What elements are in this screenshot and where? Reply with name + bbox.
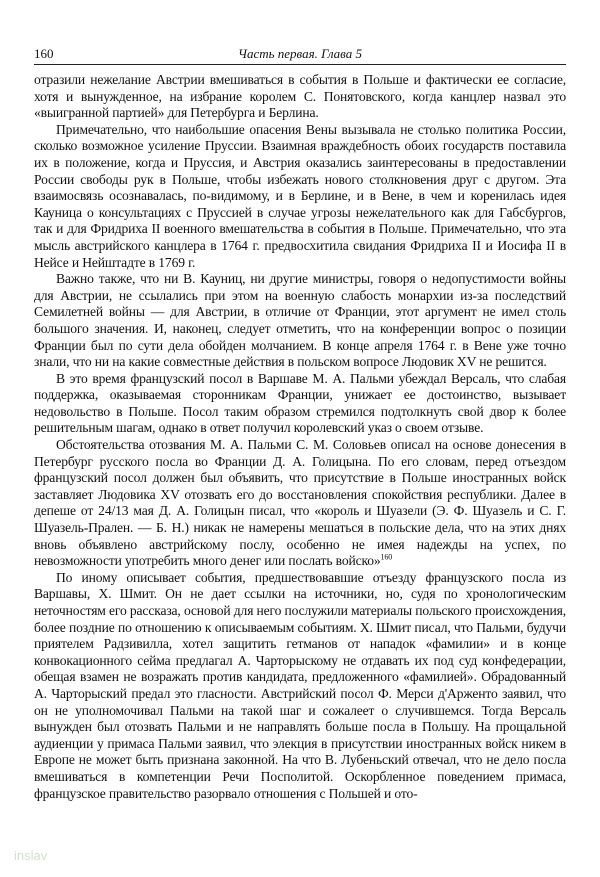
paragraph: В это время французский посол в Варшаве М. А. Пальми убеждал Версаль, что слабая поддержка, оказываемая сторонникам Франции, унижает ее достоинство, вызывает недовольство в Польше. Посол таким образом стремился подтолкнуть свой двор к более решительным шагам, однако в ответ получил королевский указ о своем отзыве. [34,370,566,436]
page-header [34,46,566,64]
body-text [34,72,566,802]
paragraph: Важно также, что ни В. Кауниц, ни другие министры, говоря о недопустимости войны для Австрии, не ссылались при этом на военную слабость монархии из-за последствий Семилетней войны — для Австрии, в отличие от Франции, этот аргумент не имел столь большого значения. И, наконец, следует отметить, что на конференции вопрос о позиции Франции был по сути дела обойден молчанием. В конце апреля 1764 г. в Вене уже точно знали, что ни на какие совместные действия в польском вопросе Людовик XV не решится. [34,271,566,370]
paragraph-with-footnote [34,437,566,570]
watermark: inslav [14,848,48,863]
paragraph-text: Обстоятельства отозвания М. А. Пальми С. М. Соловьев описал на основе донесения в Петербург русского посла во Франции Д. А. Голицына. По его словам, перед отъездом французский посол должен был объявить, что присутствие в Польше иностранных войск заставляет Людовика XV отозвать его до восстановления спокойствия республики. Далее в депеше от 24/13 мая Д. А. Голицын писал, что «король и Шуазели (Э. Ф. Шуазель и С. Г. Шуазель-Прален. — Б. Н.) никак не намерены мешаться в польские дела, что на этих днях вновь объявлено австрийскому послу, особенно не имея надежды на успех, по невозможности употребить много денег или послать войско» [34,437,566,569]
page-number: 160 [34,46,54,61]
header-rule [34,64,566,65]
footnote-ref[interactable]: 160 [380,552,393,562]
paragraph: Примечательно, что наибольшие опасения Вены вызывала не столько политика России, сколько возможное усиление Пруссии. Взаимная враждебность обоих государств поставила их в положение, когда и Пруссия, и Австрия оказались заинтересованы в предоставлении России свободы рук в Польше, чтобы избежать нового столкновения друг с другом. Эта взаимосвязь осознавалась, по-видимому, и в Берлине, и в Вене, в чем и коренилась идея Кауница о консультациях с Пруссией в случае угрозы нежелательного как для Габсбургов, так и для Фридриха II военного вмешательства в события в Польше. Примечательно, что эта мысль австрийского канцлера в 1764 г. предвосхитила свидания Фридриха II и Иосифа II в Нейсе и Нейштадте в 1769 г. [34,121,566,270]
paragraph: По иному описывает события, предшествовавшие отъезду французского посла из Варшавы, Х. Шмит. Он не дает ссылки на источники, но, судя по хронологическим неточностям его рассказа, основой для него послужили материалы польского происхождения, более поздние по отношению к описываемым событиям. Х. Шмит писал, что Пальми, будучи приятелем Радзивилла, хотел защитить гетманов от нападок «фамилии» и в конце конвокационного сейма предлагал А. Чарторыскому не отдавать их под суд конфедерации, обещая взамен не возражать против кандидата, предложенного «фамилией». Обрадованный А. Чарторыский предал это гласности. Австрийский посол Ф. Мерси д'Арженто заявил, что он не уполномочивал Пальми на такой шаг и сожалеет о случившемся. Тогда Версаль вынужден был отозвать Пальми и не направлять больше посла в Польшу. На прощальной аудиенции у примаса Пальми заявил, что элекция в присутствии иностранных войск никем в Европе не может быть признана законной. На что В. Лубеньский отвечал, что не дело посла вмешиваться в компетенции Речи Посполитой. Оскорбленное поведением примаса, французское правительство разорвало отношения с Польшей и ото- [34,569,566,801]
running-head: Часть первая. Глава 5 [238,46,362,61]
paragraph: отразили нежелание Австрии вмешиваться в события в Польше и фактически ее согласие, хотя и вынужденное, на избрание королем С. Понятовского, когда канцлер назвал это «выигранной партией» для Петербурга и Берлина. [34,72,566,121]
